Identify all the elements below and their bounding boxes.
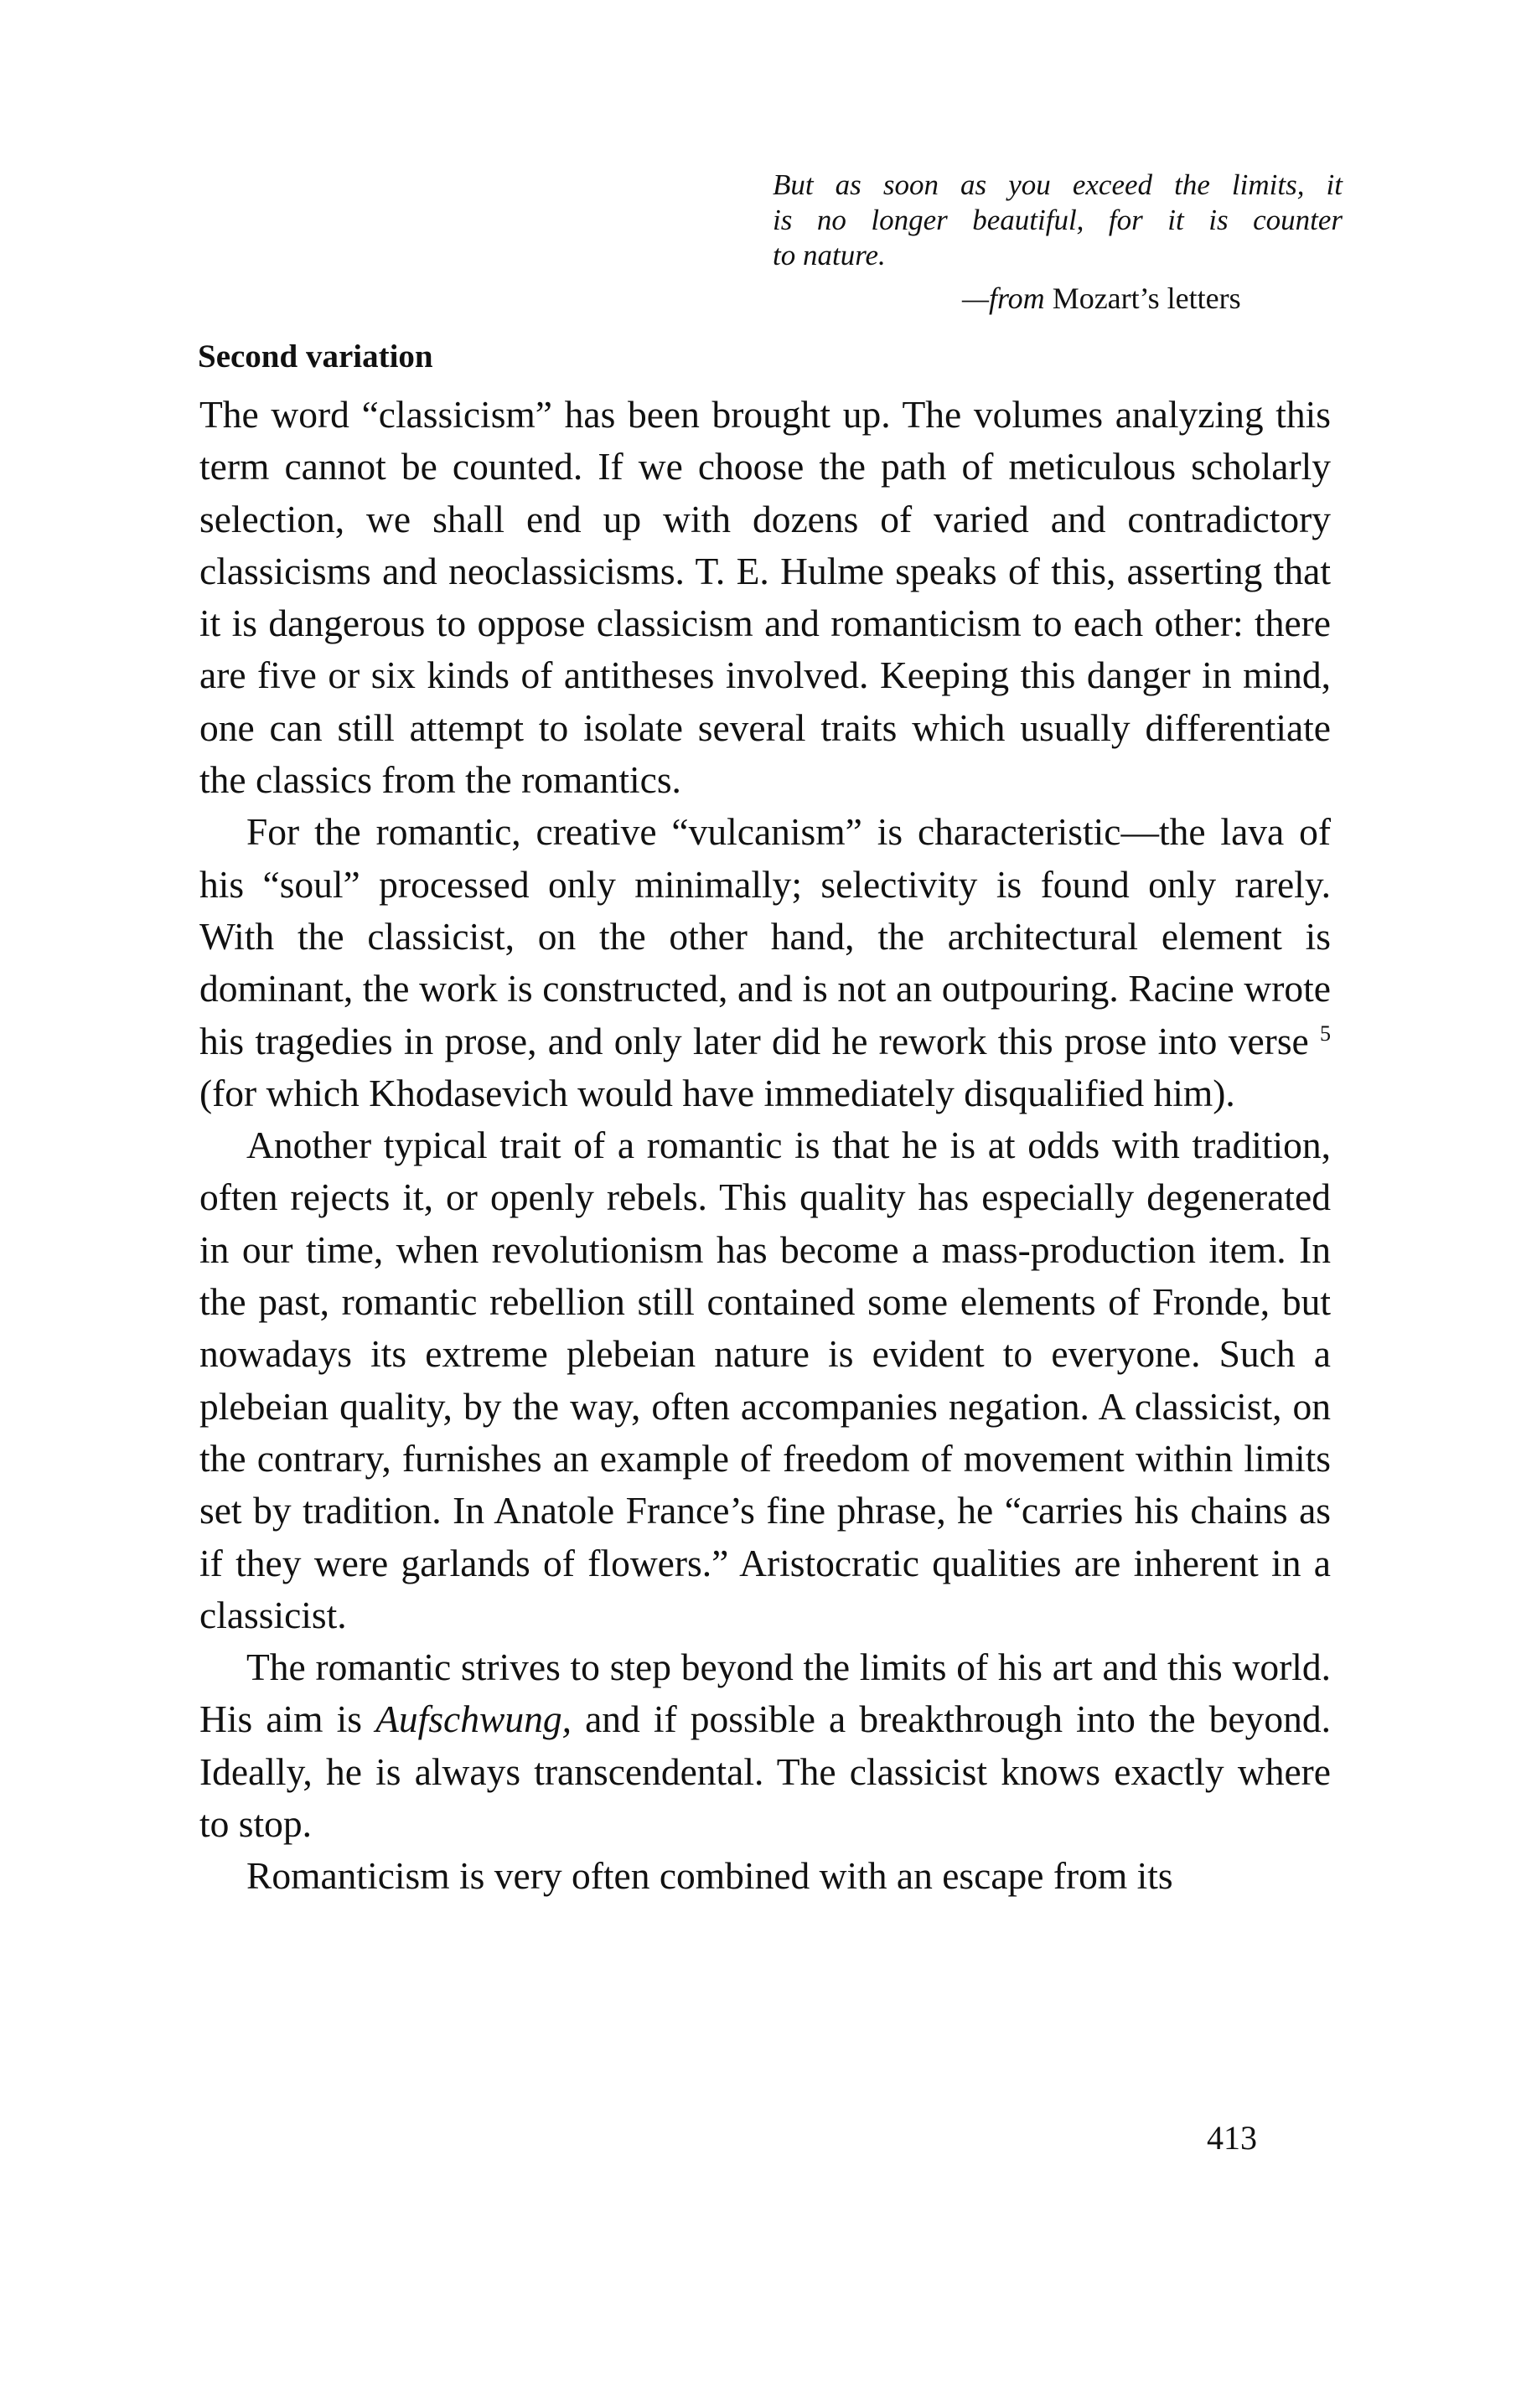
paragraph: Romanticism is very often combined with an escape from its <box>246 1854 1173 1898</box>
paragraph: Another typical trait of a romantic is that he is at odds with tradition, often rejects it, or openly rebels. This quality has especially degenerated in our time, when revolutionism has become a mass-production item. In the past, romantic rebellion still contained some elements of Fronde, but nowadays its extreme plebeian nature is evident to everyone. Such a plebeian quality, by the way, often accompanies negation. A classicist, on the contrary, furnishes an example of freedom of movement within limits set by tradition. In Anatole France’s fine phrase, he “carries his chains as if they were garlands of flowers.” Aristocratic qualities are inherent in a classicist. <box>199 1124 1331 1636</box>
body-text <box>199 389 1331 1903</box>
attribution-prefix: —from <box>962 282 1045 315</box>
paragraph <box>199 806 1331 1119</box>
paragraph-text: (for which Khodasevich would have immediately disqualified him). <box>199 1071 1235 1114</box>
attribution-source: Mozart’s letters <box>1052 282 1241 315</box>
epigraph-line: But as soon as you exceed the limits, it <box>773 168 1343 201</box>
paragraph: The word “classicism” has been brought up. The volumes analyzing this term cannot be counted. If we choose the path of meticulous scholarly selection, we shall end up with dozens of varied and contradictory classicisms and neoclassicisms. T. E. Hulme speaks of this, asserting that it is dangerous to oppose classicism and romanticism to each other: there are five or six kinds of antitheses involved. Keeping this danger in mind, one can still attempt to isolate several traits which usually differentiate the classics from the romantics. <box>199 393 1331 802</box>
paragraph-text: The romantic strives to step beyond the limits of his art and this world. His aim is <box>199 1646 1331 1741</box>
section-title: Second variation <box>198 338 433 375</box>
paragraph-text: For the romantic, creative “vulcanism” is characteristic—the lava of his “soul” processed only minimally; selectivity is found only rarely. With the classicist, on the other hand, the architectural element is dominant, the work is constructed, and is not an outpouring. Racine wrote his tragedies in prose, and only later did he rework this prose into verse <box>199 810 1331 1062</box>
paragraph <box>199 1641 1331 1850</box>
epigraph-line: is no longer beautiful, for it is counter <box>773 204 1343 236</box>
epigraph <box>773 168 1343 273</box>
page-number: 413 <box>1207 2119 1257 2157</box>
epigraph-line: to nature. <box>773 239 886 271</box>
paragraph-text: and if possible a breakthrough into the beyond. Ideally, he is always transcendental. The classicist knows exactly where to stop. <box>199 1697 1331 1846</box>
footnote-marker: 5 <box>1320 1021 1331 1046</box>
epigraph-attribution <box>962 280 1241 317</box>
italic-term: Aufschwung, <box>375 1697 572 1741</box>
